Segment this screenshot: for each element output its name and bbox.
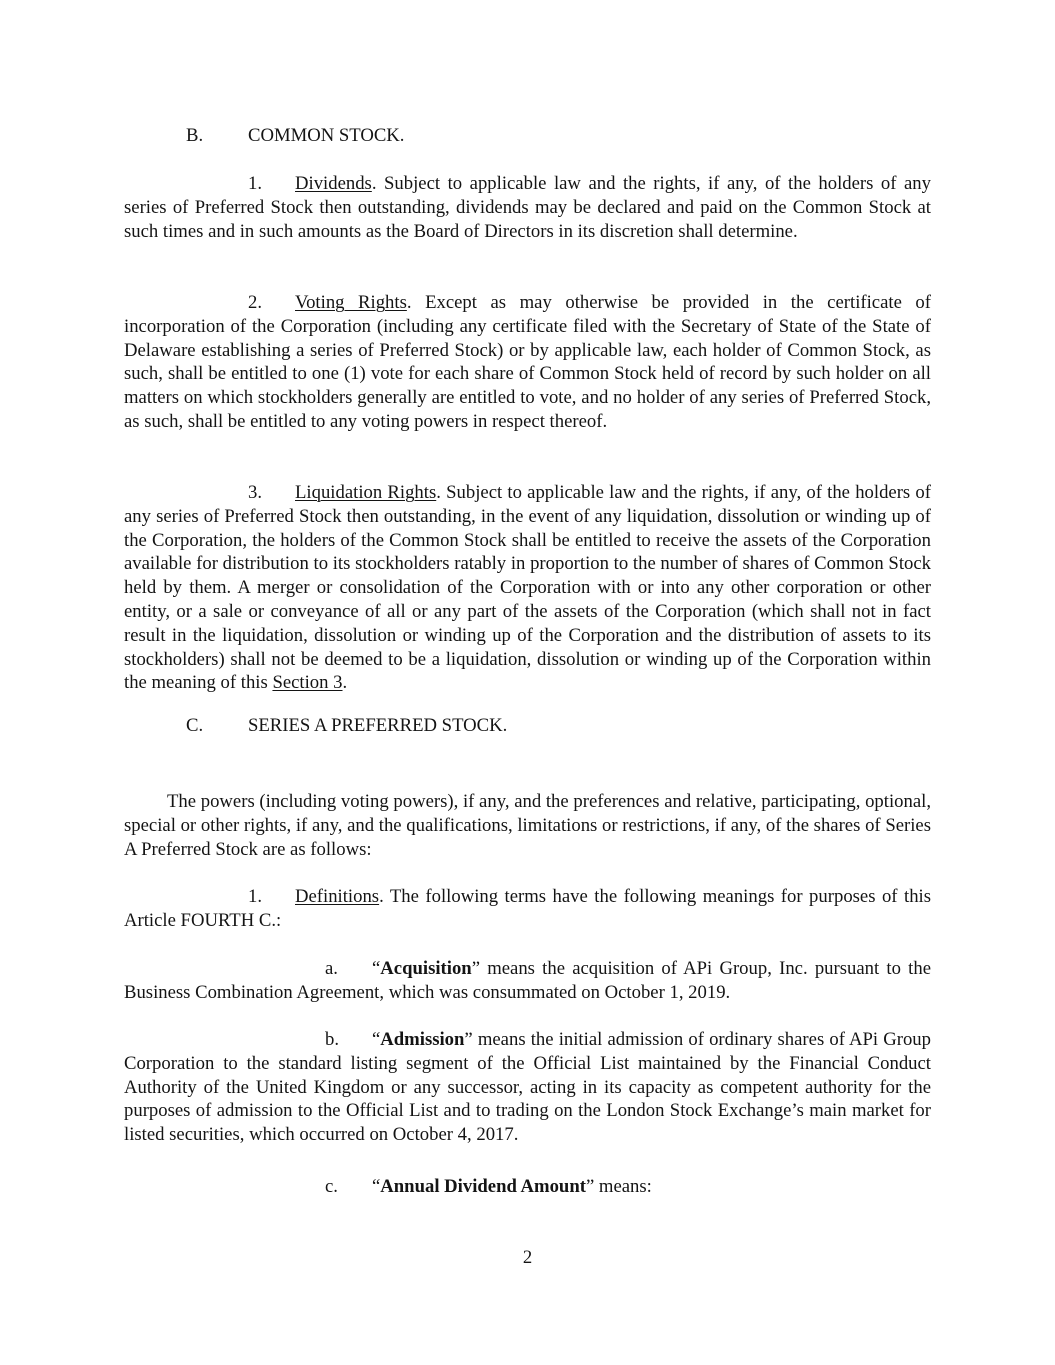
definition-annual-dividend-amount [124, 1175, 931, 1199]
voting-number: 2. [248, 292, 263, 313]
defined-term: Acquisition [380, 958, 472, 979]
document-page [124, 0, 931, 1365]
open-quote: “ [372, 1176, 381, 1197]
dividends-text: . Subject to applicable law and the rights, if any, of the holders of any series of Preferred Stock then outstanding, dividends may be declared and paid on the Common Stock at such times and in such amounts as the Board of Directors in its discretion shall determine. [124, 173, 931, 242]
paragraph-dividends [124, 172, 931, 243]
close-quote: ” [471, 958, 480, 979]
paragraph-liquidation-rights [124, 481, 931, 695]
dividends-title: Dividends [295, 173, 372, 194]
close-quote: ” [464, 1029, 473, 1050]
definitions-text: . The following terms have the following meanings for purposes of this Article FOURTH C.: [124, 886, 931, 931]
section-b-title: COMMON STOCK. [248, 125, 405, 146]
defined-term: Annual Dividend Amount [380, 1176, 586, 1197]
defined-term: Admission [380, 1029, 465, 1050]
definition-acquisition [124, 957, 931, 1005]
page-number: 2 [522, 1247, 533, 1268]
definitions-number: 1. [248, 886, 263, 907]
section-b-mark: B. [186, 125, 204, 146]
definition-text: means: [594, 1176, 652, 1197]
definition-text: means the initial admission of ordinary shares of APi Group Corporation to the standard listing segment of the Official List maintained by the Financial Conduct Authority of the United Kingdom or any successor, acting in its capacity as competent authority for the purposes of admission to the Official List and to trading on the London Stock Exchange’s main market for listed securities, which occurred on October 4, 2017. [124, 1029, 931, 1146]
paragraph-voting-rights [124, 291, 931, 434]
voting-title: Voting Rights [295, 292, 407, 313]
paragraph-definitions [124, 885, 931, 933]
dividends-number: 1. [248, 173, 263, 194]
section-c-mark: C. [186, 715, 204, 736]
definition-letter: a. [325, 958, 338, 979]
definition-admission [124, 1028, 931, 1147]
liquidation-text: . Subject to applicable law and the rights, if any, of the holders of any series of Preferred Stock then outstanding, in the event of any liquidation, dissolution or winding up of the Corporation, the holders of the Common Stock shall be entitled to receive the assets of the Corporation available for distribution to its stockholders ratably in proportion to the number of shares of Common Stock held by them. A merger or consolidation of the Corporation with or into any other corporation or other entity, or a sale or conveyance of all or any part of the assets of the Corporation (which shall not in fact result in the liquidation, dissolution or winding up of the Corporation and the distribution of assets to its stockholders) shall not be deemed to be a liquidation, dissolution or winding up of the Corporation within the meaning of this [124, 482, 931, 694]
liquidation-title: Liquidation Rights [295, 482, 437, 503]
section-b-heading [186, 124, 404, 148]
section-c-title: SERIES A PREFERRED STOCK. [248, 715, 508, 736]
liquidation-end: . [342, 672, 348, 694]
close-quote: ” [585, 1176, 595, 1197]
voting-text: . Except as may otherwise be provided in the certificate of incorporation of the Corporation (including any certificate filed with the Secretary of State of the State of Delaware establishing a series of Preferred Stock) or by applicable law, each holder of Common Stock, as such, shall be entitled to one (1) vote for each share of Common Stock held of record by such holder on all matters on which stockholders generally are entitled to vote, and no holder of any series of Preferred Stock, as such, shall be entitled to any voting powers in respect thereof. [124, 292, 931, 432]
definition-letter: b. [325, 1029, 340, 1050]
liquidation-section-ref: Section 3 [272, 672, 343, 694]
open-quote: “ [372, 1029, 381, 1050]
paragraph-series-a-intro: The powers (including voting powers), if any, and the preferences and relative, participating, optional, special or other rights, if any, and the qualifications, limitations or restrictions, if any, of the shares of Series A Preferred Stock are as follows: [124, 791, 931, 860]
definition-text: means the acquisition of APi Group, Inc. pursuant to the Business Combination Agreement, which was consummated on October 1, 2019. [124, 958, 931, 1003]
definition-letter: c. [325, 1176, 338, 1197]
section-c-heading [186, 714, 507, 738]
liquidation-number: 3. [248, 482, 263, 503]
definitions-title: Definitions [295, 886, 380, 907]
open-quote: “ [372, 958, 381, 979]
